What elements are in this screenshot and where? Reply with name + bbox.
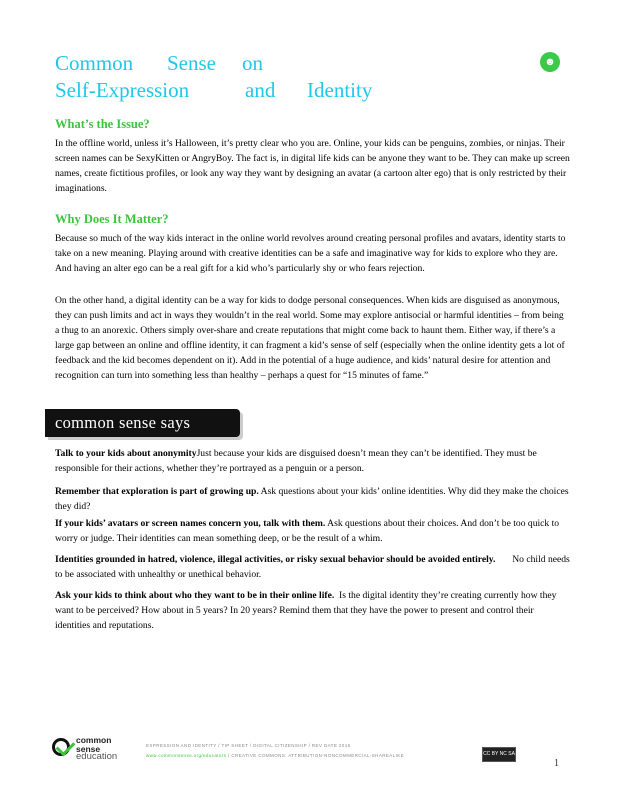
tip-heading: Ask your kids to think about who they want to be in their online life. (55, 590, 335, 601)
tip-item (55, 516, 570, 546)
tip-heading: If your kids’ avatars or screen names concern you, talk with them. (55, 518, 326, 529)
section-heading-matter: Why Does It Matter? (55, 212, 169, 226)
tip-text: Just because your kids are disguised doesn’t mean they can’t be identified. They must be responsible for their actions, whether they’re portrayed as a penguin or a person. (55, 448, 537, 474)
footer-license-text: / CREATIVE COMMONS: ATTRIBUTION-NONCOMMERCIAL-SHAREALIKE (226, 753, 405, 758)
section-heading-issue: What’s the Issue? (55, 117, 150, 131)
logo-text: common (76, 735, 112, 745)
tip-heading: Identities grounded in hatred, violence, illegal activities, or risky sexual behavior should be avoided entirely. (55, 554, 496, 565)
title-word: Self-Expression (55, 78, 190, 102)
title-word: Sense (167, 51, 216, 75)
common-sense-says-banner (45, 409, 240, 437)
title-word: Identity (307, 78, 373, 102)
tip-text: Is the digital identity they’re creating currently how they want to be perceived? How about in 5 years? In 20 years? Remind them that they have the power to present and control their identities and reputations. (55, 590, 559, 631)
title-word: Common (55, 51, 134, 75)
tip-heading: Remember that exploration is part of growing up. (55, 486, 259, 497)
tip-text: No child needs to be associated with unhealthy or unethical behavior. (55, 554, 573, 580)
tip-item (55, 552, 573, 582)
creative-commons-icon: CC BY NC SA (482, 747, 516, 762)
section-body-matter-2: On the other hand, a digital identity can be a way for kids to dodge personal consequences. When kids are disguised as anonymous, they can push limits and act in ways they wouldn’t in the real world. Some may explore antisocial or harmful identities – from being a thug to an anorexic. Others simply over-share and create reputations that might come back to haunt them. Either way, if there’s a large gap between an online and offline identity, it can fragment a kid’s sense of self (especially when the online identity gets a lot of feedback and the kid becomes dependent on it). Add in the potential of a huge audience, and kids’ natural desire for attention and recognition can turn into something less than healthy – perhaps a quest for “15 minutes of fame.” (55, 295, 565, 381)
section-body-matter-1: Because so much of the way kids interact in the online world revolves around creating personal profiles and avatars, identity starts to take on a new meaning. Playing around with creative identities can be a safe and imaginative way for kids to explore who they are. And having an alter ego can be a real gift for a kid who’s particularly shy or who fears rejection. (55, 233, 566, 274)
title-word: and (245, 78, 276, 102)
banner-label: common sense says (55, 413, 191, 432)
document-title (55, 50, 372, 104)
tip-text: Ask questions about your kids’ online identities. Why did they make the choices they did? (55, 486, 569, 512)
tip-item (55, 446, 570, 476)
logo-text: sense (76, 743, 101, 754)
footer-license (146, 753, 404, 758)
footer-link[interactable]: www.commonsense.org/educators (146, 753, 227, 758)
person-icon: ☻ (540, 52, 560, 72)
section-body-issue: In the offline world, unless it’s Halloween, it’s pretty clear who you are. Online, your kids can be penguins, zombies, or ninjas. Their screen names can be SexyKitten or AngryBoy. The fact is, in digital life kids can be anyone they want to be. They can make up screen names, create fictitious profiles, or look any way they want by designing an avatar (a cartoon alter ego) that is only restricted by their imaginations. (55, 138, 570, 194)
tip-item (55, 588, 570, 633)
logo-text: education (76, 751, 118, 762)
tip-item (55, 484, 570, 514)
tip-text: Ask questions about their choices. And don’t be too quick to worry or judge. Their identities can mean something deep, or be the result of a whim. (55, 518, 560, 544)
footer-meta: EXPRESSION AND IDENTITY / TIP SHEET / DIGITAL CITIZENSHIP / REV DATE 2016 (146, 743, 351, 748)
tip-heading: Talk to your kids about anonymity (55, 448, 197, 459)
title-word: on (242, 51, 263, 75)
page-number: 1 (554, 758, 559, 769)
